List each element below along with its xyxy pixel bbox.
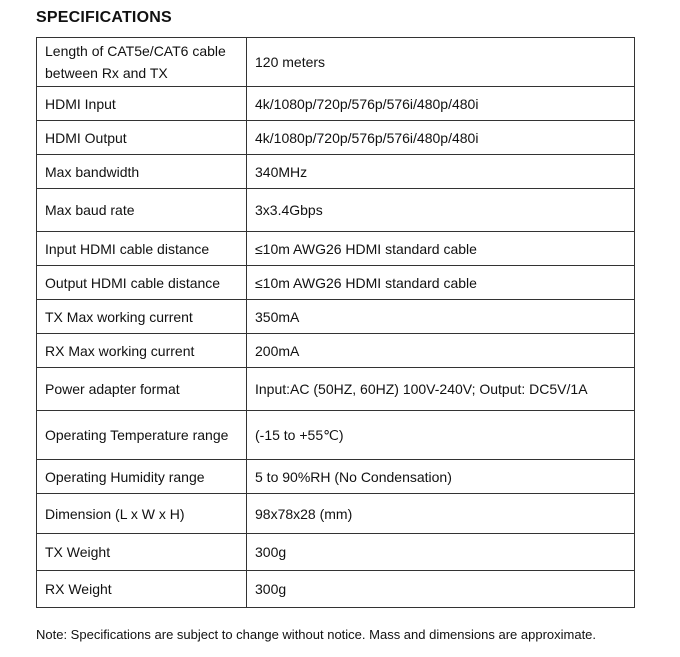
spec-label: Power adapter format xyxy=(37,368,247,411)
spec-value: 4k/1080p/720p/576p/576i/480p/480i xyxy=(247,121,635,155)
spec-label: Max baud rate xyxy=(37,189,247,232)
spec-value: 5 to 90%RH (No Condensation) xyxy=(247,460,635,494)
table-row xyxy=(37,266,635,300)
spec-label: Operating Temperature range xyxy=(37,411,247,460)
spec-value: 120 meters xyxy=(247,38,635,87)
table-row xyxy=(37,155,635,189)
spec-label: Max bandwidth xyxy=(37,155,247,189)
table-row xyxy=(37,232,635,266)
spec-value: Input:AC (50HZ, 60HZ) 100V-240V; Output: DC5V/1A xyxy=(247,368,635,411)
spec-label: Dimension (L x W x H) xyxy=(37,494,247,534)
table-row xyxy=(37,460,635,494)
spec-label: Output HDMI cable distance xyxy=(37,266,247,300)
table-row xyxy=(37,368,635,411)
spec-value: 350mA xyxy=(247,300,635,334)
spec-label: Input HDMI cable distance xyxy=(37,232,247,266)
spec-value: ≤10m AWG26 HDMI standard cable xyxy=(247,232,635,266)
specifications-table xyxy=(36,37,635,608)
spec-label: TX Max working current xyxy=(37,300,247,334)
spec-label: Operating Humidity range xyxy=(37,460,247,494)
spec-value: 200mA xyxy=(247,334,635,368)
table-row xyxy=(37,300,635,334)
table-row xyxy=(37,411,635,460)
spec-label: HDMI Input xyxy=(37,87,247,121)
spec-label: Length of CAT5e/CAT6 cable between Rx and TX xyxy=(37,38,247,87)
spec-value: 300g xyxy=(247,571,635,608)
spec-value: 300g xyxy=(247,534,635,571)
spec-label: RX Max working current xyxy=(37,334,247,368)
spec-label: RX Weight xyxy=(37,571,247,608)
table-row xyxy=(37,571,635,608)
spec-value: 3x3.4Gbps xyxy=(247,189,635,232)
spec-value: 98x78x28 (mm) xyxy=(247,494,635,534)
table-row xyxy=(37,38,635,87)
spec-label: TX Weight xyxy=(37,534,247,571)
table-row xyxy=(37,189,635,232)
table-row xyxy=(37,87,635,121)
spec-value: 340MHz xyxy=(247,155,635,189)
table-row xyxy=(37,121,635,155)
table-row xyxy=(37,494,635,534)
footnote: Note: Specifications are subject to change without notice. Mass and dimensions are approximate. xyxy=(36,627,597,642)
spec-value: ≤10m AWG26 HDMI standard cable xyxy=(247,266,635,300)
spec-value: 4k/1080p/720p/576p/576i/480p/480i xyxy=(247,87,635,121)
spec-label: HDMI Output xyxy=(37,121,247,155)
spec-value: (-15 to +55℃) xyxy=(247,411,635,460)
page-title: SPECIFICATIONS xyxy=(36,9,172,26)
table-row xyxy=(37,334,635,368)
table-row xyxy=(37,534,635,571)
